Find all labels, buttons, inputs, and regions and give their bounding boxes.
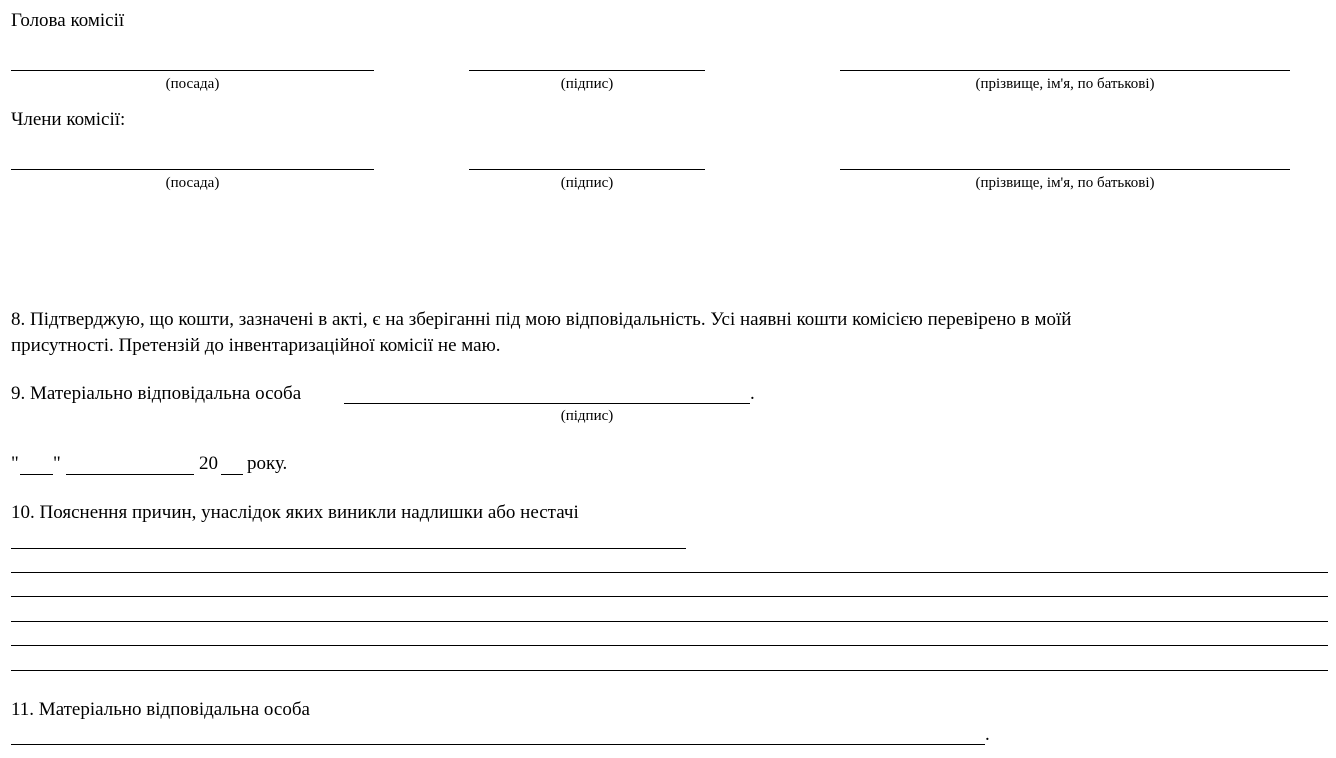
section10-line-6[interactable] xyxy=(11,670,1328,671)
chair-title: Голова комісії xyxy=(11,10,125,31)
date-open-quote: " xyxy=(11,453,19,474)
member-position-line[interactable] xyxy=(11,169,374,170)
date-month-line[interactable] xyxy=(66,474,194,475)
section10-line-5[interactable] xyxy=(11,645,1328,646)
date-year-line[interactable] xyxy=(221,474,243,475)
chair-name-line[interactable] xyxy=(840,70,1290,71)
section9-signature-line[interactable] xyxy=(344,403,750,404)
section9-label: 9. Матеріально відповідальна особа xyxy=(11,383,302,404)
date-year-prefix: 20 xyxy=(199,453,218,474)
section9-signature-caption: (підпис) xyxy=(560,408,614,424)
section10-line-2[interactable] xyxy=(11,572,1328,573)
section11-label: 11. Матеріально відповідальна особа xyxy=(11,699,310,720)
section8-line1: 8. Підтверджую, що кошти, зазначені в акті, є на зберіганні під мою відповідальність. Усі наявні кошти комісією перевірено в моїй xyxy=(11,309,1072,330)
section10-line-4[interactable] xyxy=(11,621,1328,622)
chair-position-line[interactable] xyxy=(11,70,374,71)
section10-line-1[interactable] xyxy=(11,548,686,549)
chair-position-caption: (посада) xyxy=(165,76,220,92)
section11-end-mark: . xyxy=(985,724,990,745)
section10-line-3[interactable] xyxy=(11,596,1328,597)
member-signature-line[interactable] xyxy=(469,169,705,170)
date-year-suffix: року. xyxy=(247,453,288,474)
section9-end-mark: . xyxy=(750,383,755,404)
member-name-caption: (прізвище, ім'я, по батькові) xyxy=(975,175,1155,191)
chair-signature-line[interactable] xyxy=(469,70,705,71)
section10-label: 10. Пояснення причин, унаслідок яких виникли надлишки або нестачі xyxy=(11,502,579,523)
members-title: Члени комісії: xyxy=(11,109,126,130)
chair-name-caption: (прізвище, ім'я, по батькові) xyxy=(975,76,1155,92)
member-name-line[interactable] xyxy=(840,169,1290,170)
date-day-line[interactable] xyxy=(20,474,53,475)
section11-signature-line[interactable] xyxy=(11,744,985,745)
member-signature-caption: (підпис) xyxy=(560,175,614,191)
chair-signature-caption: (підпис) xyxy=(560,76,614,92)
date-close-quote: " xyxy=(53,453,61,474)
section8-line2: присутності. Претензій до інвентаризаційної комісії не маю. xyxy=(11,335,501,356)
member-position-caption: (посада) xyxy=(165,175,220,191)
